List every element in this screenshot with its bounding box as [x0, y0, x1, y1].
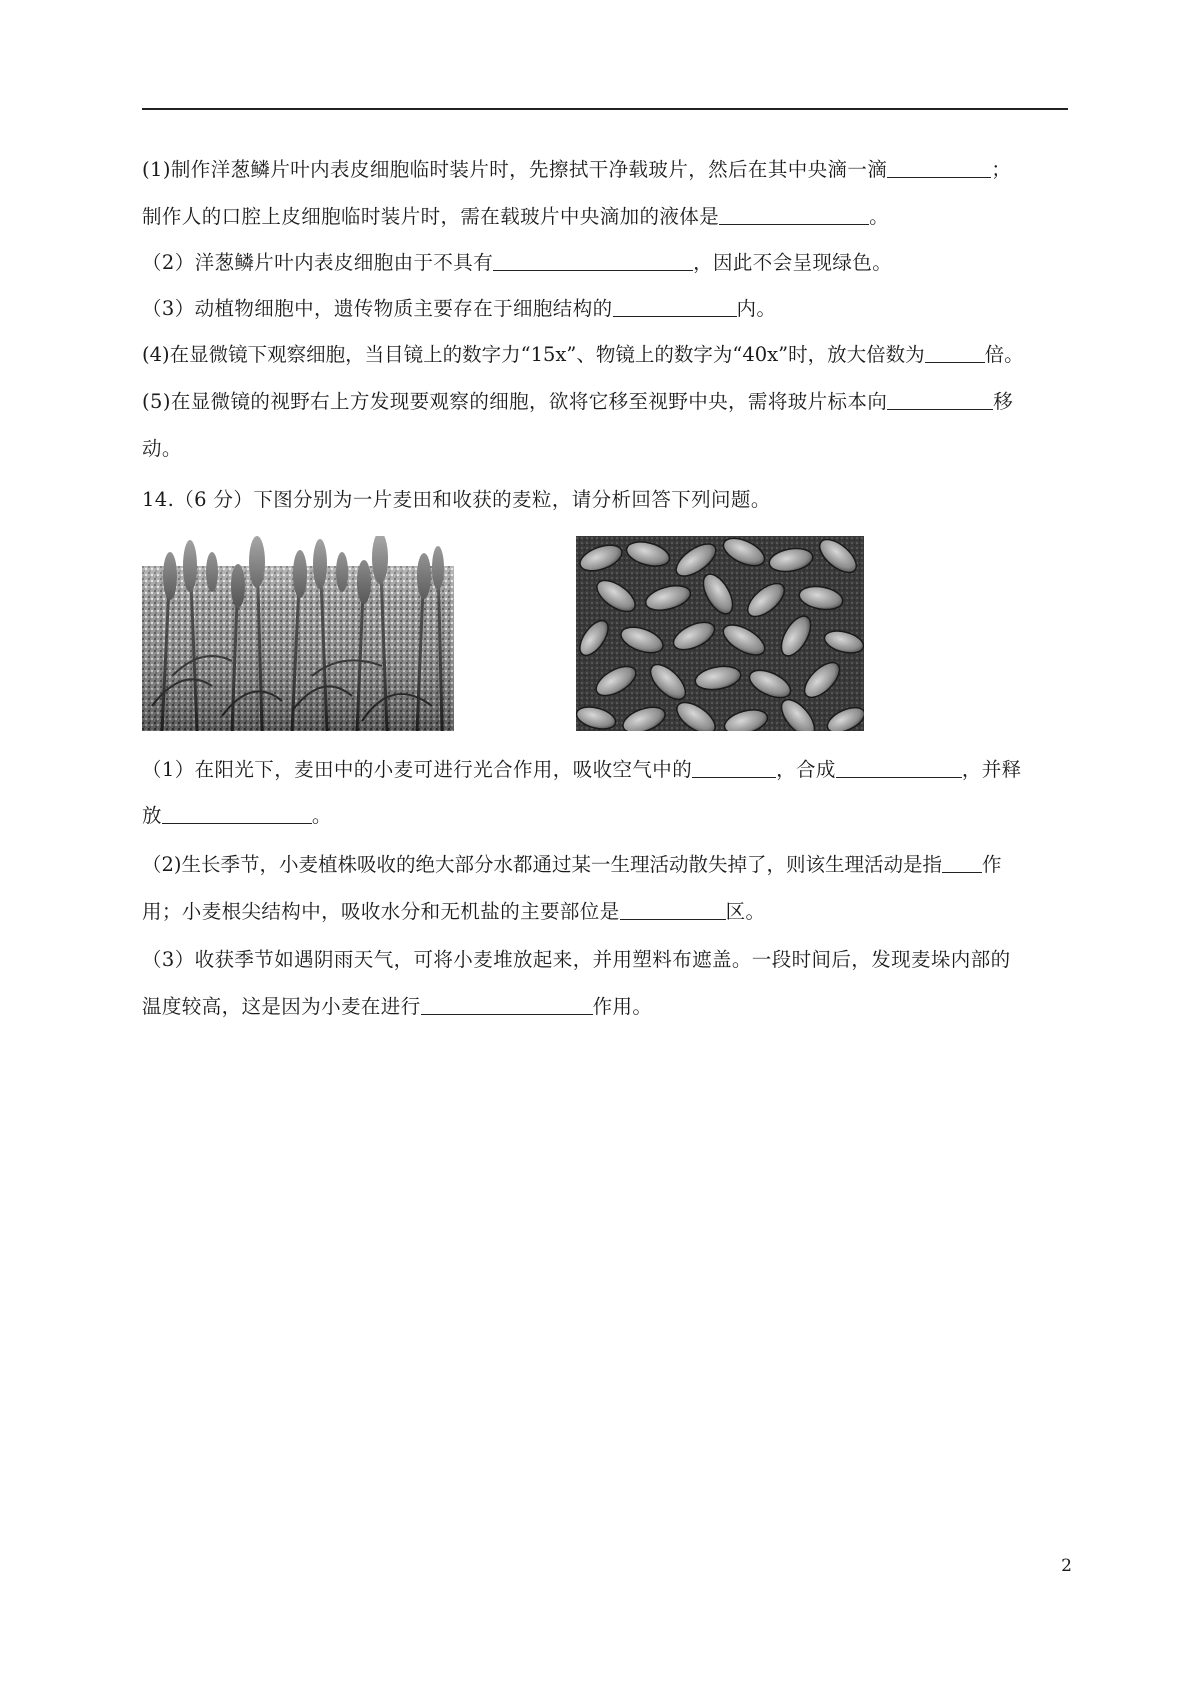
q13-part4-text: (4)在显微镜下观察细胞，当目镜上的数字力“15x”、物镜上的数字为“40x”时，放大倍数为: [142, 343, 925, 366]
q14-part3-text2: 温度较高，这是因为小麦在进行: [142, 995, 421, 1018]
q13-part5-line1: [142, 388, 1072, 416]
q14-title-text: 14.（6 分）下图分别为一片麦田和收获的麦粒，请分析回答下列问题。: [142, 488, 771, 511]
punct: ；: [991, 158, 1012, 181]
q14-part1-text: （1）在阳光下，麦田中的小麦可进行光合作用，吸收空气中的: [142, 758, 693, 781]
answer-blank[interactable]: [162, 803, 312, 824]
answer-blank[interactable]: [887, 157, 991, 178]
q14-part1-line1: [142, 756, 1072, 784]
q14-title: [142, 486, 1072, 514]
q13-part2-text: （2）洋葱鳞片叶内表皮细胞由于不具有: [142, 251, 494, 274]
punct: 。: [311, 804, 332, 827]
header-rule: [142, 108, 1068, 110]
q14-part3-text: （3）收获季节如遇阴雨天气，可将小麦堆放起来，并用塑料布遮盖。一段时间后，发现麦垛内部的: [142, 948, 1011, 971]
answer-blank[interactable]: [925, 342, 985, 363]
answer-blank[interactable]: [613, 296, 737, 317]
answer-blank[interactable]: [493, 250, 693, 271]
q14-part1-line2: [142, 802, 1072, 830]
q13-part1-text: (1)制作洋葱鳞片叶内表皮细胞临时装片时，先擦拭干净载玻片，然后在其中央滴一滴: [142, 158, 888, 181]
q14-part2-line1: [142, 851, 1072, 879]
q14-part2-text2: 用；小麦根尖结构中，吸收水分和无机盐的主要部位是: [142, 900, 620, 923]
q13-part2: [142, 249, 1072, 277]
q14-part3-line2: [142, 993, 1072, 1021]
answer-blank[interactable]: [620, 899, 726, 920]
q14-part1-mid1: ，合成: [776, 758, 836, 781]
q13-part5-line2: [142, 435, 1072, 463]
wheat-grains-image: [576, 536, 864, 731]
q14-part3-line1: [142, 946, 1072, 974]
q14-part1-mid2: ，并释: [961, 758, 1022, 781]
q13-part4: [142, 341, 1072, 369]
q13-part5-text2: 动。: [142, 437, 182, 460]
q14-part2-end: 作: [982, 853, 1002, 876]
q13-part1-text2: 制作人的口腔上皮细胞临时装片时，需在载玻片中央滴加的液体是: [142, 205, 720, 228]
q14-part2-line2: [142, 898, 1072, 926]
q13-part5-end: 移: [993, 390, 1014, 413]
answer-blank[interactable]: [421, 994, 593, 1015]
q13-part4-end: 倍。: [984, 343, 1024, 366]
answer-blank[interactable]: [887, 389, 993, 410]
q14-part2-end2: 区。: [725, 900, 766, 923]
q13-part1-line1: [142, 156, 1072, 184]
q13-part2-end: ，因此不会呈现绿色。: [693, 251, 893, 274]
page-number: 2: [1061, 1556, 1072, 1576]
q13-part3-end: 内。: [736, 297, 777, 320]
q13-part1-line2: [142, 203, 1072, 231]
q14-part2-text: （2)生长季节，小麦植株吸收的绝大部分水都通过某一生理活动散失掉了，则该生理活动是指: [142, 853, 943, 876]
answer-blank[interactable]: [836, 757, 962, 778]
answer-blank[interactable]: [942, 852, 982, 873]
q13-part3: [142, 295, 1072, 323]
answer-blank[interactable]: [719, 204, 869, 225]
punct: 。: [869, 205, 890, 228]
q13-part3-text: （3）动植物细胞中，遗传物质主要存在于细胞结构的: [142, 297, 613, 320]
q14-part1-text2: 放: [142, 804, 162, 827]
q14-part3-end: 作用。: [592, 995, 653, 1018]
wheat-field-image: [142, 536, 454, 731]
q13-part5-text: (5)在显微镜的视野右上方发现要观察的细胞，欲将它移至视野中央，需将玻片标本向: [142, 390, 888, 413]
answer-blank[interactable]: [692, 757, 776, 778]
